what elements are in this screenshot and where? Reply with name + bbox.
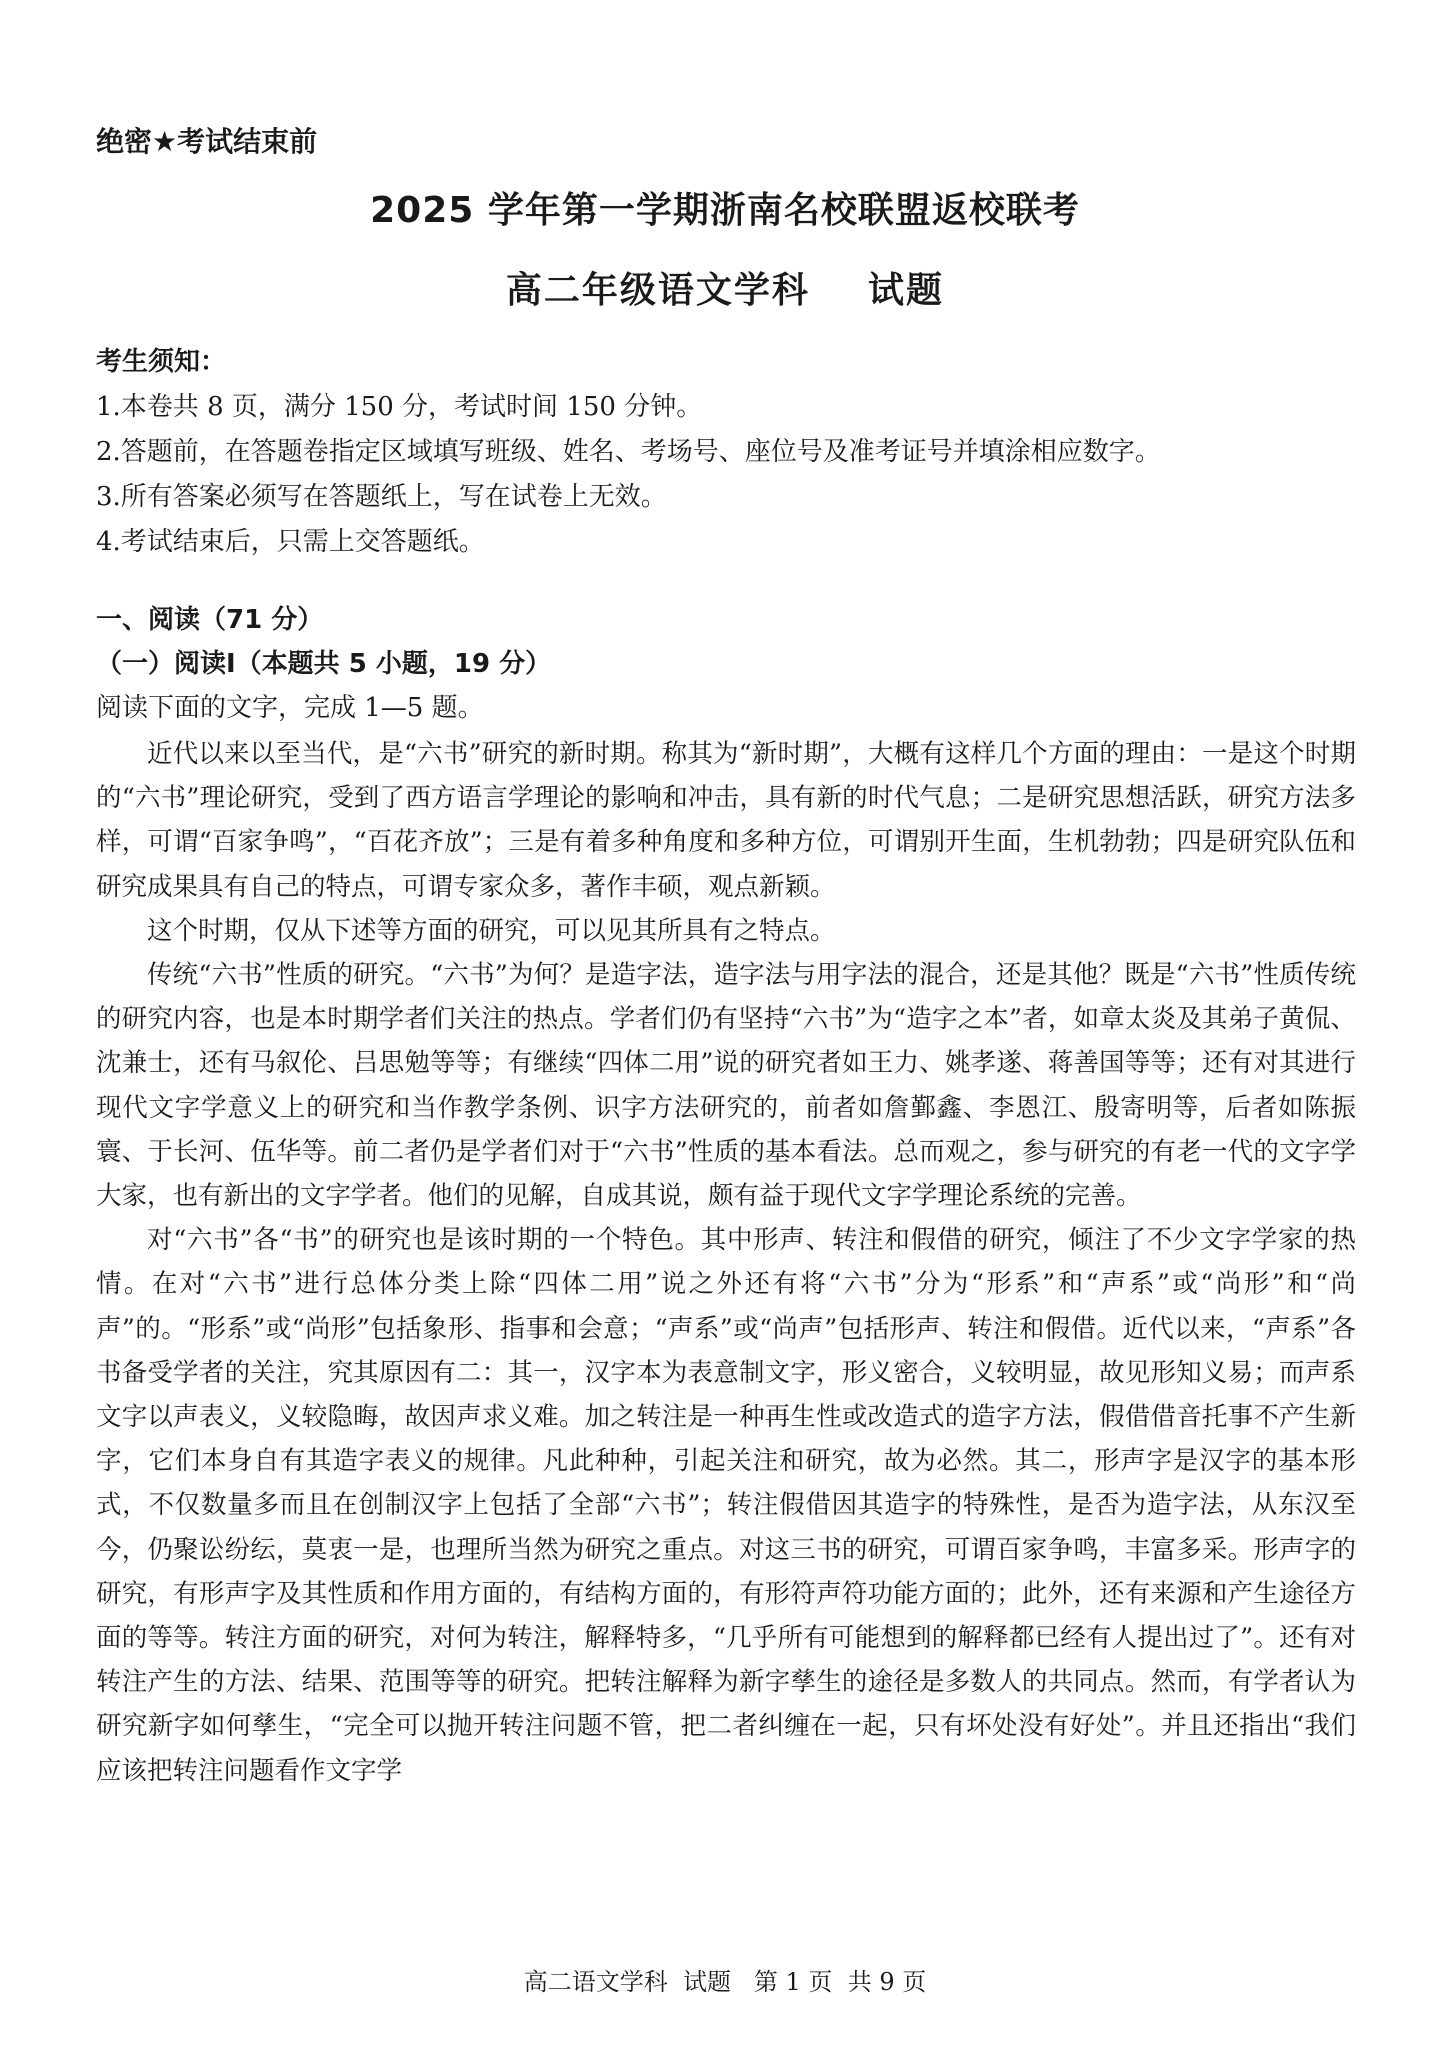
- section-title: 一、阅读（71 分）: [96, 605, 324, 635]
- subsection-title: （一）阅读Ⅰ（本题共 5 小题，19 分）: [96, 649, 552, 679]
- exam-title: 2025 学年第一学期浙南名校联盟返校联考: [370, 190, 1080, 231]
- notice-item: 4.考试结束后，只需上交答题纸。: [96, 527, 485, 557]
- exam-subtitle: 高二年级语文学科 试题: [505, 270, 945, 311]
- notice-heading: 考生须知：: [96, 347, 227, 377]
- reading-instruction: 阅读下面的文字，完成 1—5 题。: [96, 693, 484, 723]
- passage-paragraph: 对“六书”各“书”的研究也是该时期的一个特色。其中形声、转注和假借的研究，倾注了不少文字学家的热情。在对“六书”进行总体分类上除“四体二用”说之外还有将“六书”分为“形系”和“声系”或“尚形”和“尚声”的。“形系”或“尚形”包括象形、指事和会意；“声系”或“尚声”包括形声、转注和假借。近代以来，“声系”各书备受学者的关注，究其原因有二：其一，汉字本为表意制文字，形义密合，义较明显，故见形知义易；而声系文字以声表义，义较隐晦，故因声求义难。加之转注是一种再生性或改造式的造字方法，假借借音托事不产生新字，它们本身自有其造字表义的规律。凡此种种，引起关注和研究，故为必然。其二，形声字是汉字的基本形式，不仅数量多而且在创制汉字上包括了全部“六书”；转注假借因其造字的特殊性，是否为造字法，从东汉至今，仍聚讼纷纭，莫衷一是，也理所当然为研究之重点。对这三书的研究，可谓百家争鸣，丰富多采。形声字的研究，有形声字及其性质和作用方面的，有结构方面的，有形符声符功能方面的；此外，还有来源和产生途径方面的等等。转注方面的研究，对何为转注，解释特多，“几乎所有可能想到的解释都已经有人提出过了”。还有对转注产生的方法、结果、范围等等的研究。把转注解释为新字孳生的途径是多数人的共同点。然而，有学者认为研究新字如何孳生，“完全可以抛开转注问题不管，把二者纠缠在一起，只有坏处没有好处”。并且还指出“我们应该把转注问题看作文字学: [96, 1225, 1356, 1786]
- notice-item: 3.所有答案必须写在答题纸上，写在试卷上无效。: [96, 482, 667, 512]
- passage-paragraph: 传统“六书”性质的研究。“六书”为何？是造字法，造字法与用字法的混合，还是其他？既是“六书”性质传统的研究内容，也是本时期学者们关注的热点。学者们仍有坚持“六书”为“造字之本”者，如章太炎及其弟子黄侃、沈兼士，还有马叙伦、吕思勉等等；有继续“四体二用”说的研究者如王力、姚孝遂、蒋善国等等；还有对其进行现代文字学意义上的研究和当作教学条例、识字方法研究的，前者如詹鄞鑫、李恩江、殷寄明等，后者如陈振寰、于长河、伍华等。前二者仍是学者们对于“六书”性质的基本看法。总而观之，参与研究的有老一代的文字学大家，也有新出的文字学者。他们的见解，自成其说，颇有益于现代文字学理论系统的完善。: [96, 960, 1356, 1212]
- page-footer: 高二语文学科 试题 第 1 页 共 9 页: [523, 1968, 927, 1996]
- reading-passage: [96, 732, 1356, 1793]
- notice-item: 2.答题前，在答题卷指定区域填写班级、姓名、考场号、座位号及准考证号并填涂相应数字。: [96, 437, 1161, 467]
- reading-section-header: [96, 598, 1356, 730]
- passage-paragraph: 这个时期，仅从下述等方面的研究，可以见其所具有之特点。: [147, 915, 836, 946]
- passage-paragraph: 近代以来以至当代，是“六书”研究的新时期。称其为“新时期”，大概有这样几个方面的理由：一是这个时期的“六书”理论研究，受到了西方语言学理论的影响和冲击，具有新的时代气息；二是研究思想活跃，研究方法多样，可谓“百家争鸣”，“百花齐放”；三是有着多种角度和多种方位，可谓别开生面，生机勃勃；四是研究队伍和研究成果具有自己的特点，可谓专家众多，著作丰硕，观点新颖。: [96, 739, 1356, 902]
- notice-item: 1.本卷共 8 页，满分 150 分，考试时间 150 分钟。: [96, 392, 703, 422]
- confidential-label: 绝密★考试结束前: [96, 125, 318, 158]
- candidate-notice: [96, 340, 1356, 565]
